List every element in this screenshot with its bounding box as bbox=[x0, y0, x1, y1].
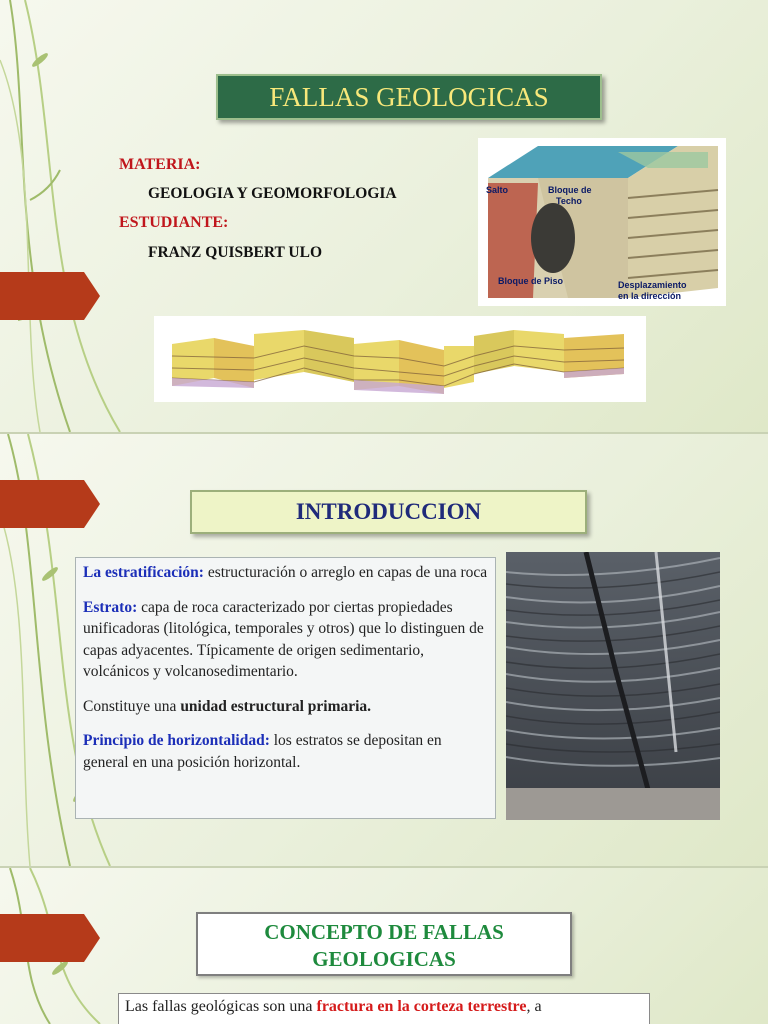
faulted-strata-illustration bbox=[154, 316, 646, 402]
materia-value: GEOLOGIA Y GEOMORFOLOGIA bbox=[148, 185, 397, 202]
arrow-marker bbox=[0, 914, 100, 962]
unidad-bold: unidad estructural primaria. bbox=[180, 697, 372, 715]
estudiante-label: ESTUDIANTE: bbox=[119, 214, 229, 231]
arrow-marker bbox=[0, 480, 100, 528]
concept-text-start: Las fallas geológicas son una bbox=[125, 998, 317, 1015]
arrow-marker bbox=[0, 272, 100, 320]
definition-horizontalidad: los estratos se depositan en general en una posición horizontal. bbox=[83, 732, 442, 771]
label-salto: Salto bbox=[486, 185, 509, 195]
paragraph-estrato bbox=[83, 597, 488, 683]
definition-estratificacion: estructuración o arreglo en capas de una roca bbox=[203, 564, 488, 581]
estudiante-value: FRANZ QUISBERT ULO bbox=[148, 244, 323, 261]
concept-highlight: fractura en la corteza terrestre bbox=[316, 998, 527, 1015]
slide-3 bbox=[0, 868, 768, 1024]
term-estratificacion: La estratificación: bbox=[83, 564, 204, 581]
rock-strata-photo bbox=[506, 552, 720, 820]
slide-1 bbox=[0, 0, 768, 432]
slide-2 bbox=[0, 434, 768, 866]
introduction-textbox bbox=[75, 557, 496, 819]
concept-text-end: , a bbox=[526, 998, 542, 1015]
concepto-title-line-1: CONCEPTO DE FALLAS bbox=[264, 920, 504, 944]
term-horizontalidad: Principio de horizontalidad: bbox=[83, 732, 270, 749]
materia-label: MATERIA: bbox=[119, 156, 201, 173]
definition-estrato: capa de roca caracterizado por ciertas propiedades unificadoras (litológica, temporales y otros) que lo distinguen de capas adyacentes. Típicamente de origen sedimentario, volcánicos y volcanosedimentario. bbox=[83, 598, 484, 680]
concept-textbox bbox=[118, 993, 650, 1024]
label-bloque-piso: Bloque de Piso bbox=[498, 276, 564, 286]
concepto-title-line-2: GEOLOGICAS bbox=[312, 947, 456, 971]
paragraph-horizontalidad bbox=[83, 730, 488, 773]
label-desplazamiento-1: Desplazamiento bbox=[618, 280, 687, 290]
unidad-text: Constituye una bbox=[83, 697, 181, 715]
term-estrato: Estrato: bbox=[83, 598, 138, 616]
label-desplazamiento-2: en la dirección bbox=[618, 291, 682, 301]
fault-block-diagram bbox=[478, 138, 726, 306]
label-bloque-techo-2: Techo bbox=[556, 196, 582, 206]
paragraph-estratificacion bbox=[83, 562, 488, 584]
section-title-introduccion: INTRODUCCION bbox=[190, 490, 587, 534]
label-bloque-techo-1: Bloque de bbox=[548, 185, 592, 195]
section-title-concepto bbox=[196, 912, 572, 976]
paragraph-unidad bbox=[83, 696, 488, 718]
page-title: FALLAS GEOLOGICAS bbox=[216, 74, 602, 120]
